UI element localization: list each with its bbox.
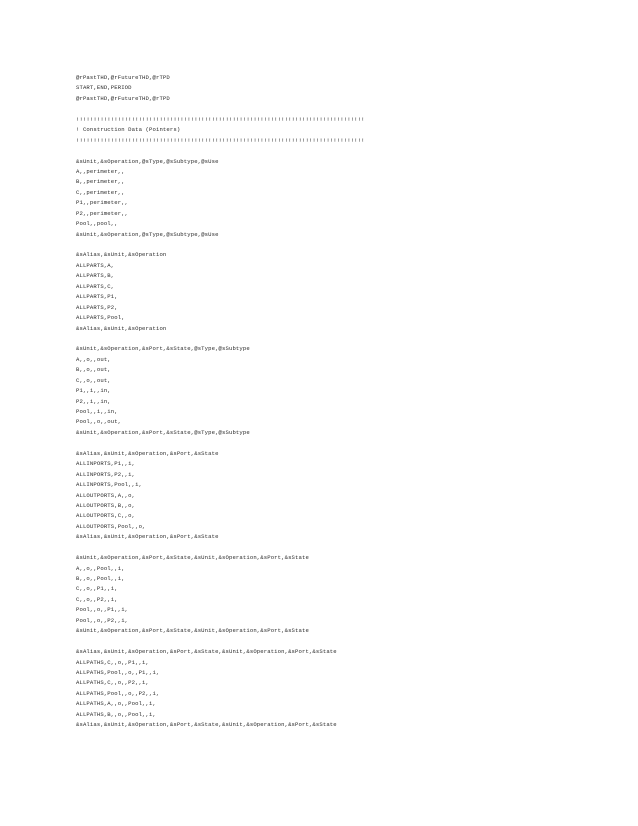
text-line: A,,o,,out, — [76, 355, 111, 363]
text-line: ALLPATHS,A,,o,,Pool,,i, — [76, 700, 156, 708]
text-line: ALLPATHS,C,,o,,P2,,i, — [76, 679, 150, 687]
text-line: !!!!!!!!!!!!!!!!!!!!!!!!!!!!!!!!!!!!!!!!!!!!!!!!!!!!!!!!!!!!!!!!!!!!!!!!!!!!!!!!!!! — [76, 115, 365, 123]
blank-line — [76, 146, 616, 156]
blank-line — [76, 637, 616, 647]
blank-line — [76, 334, 616, 344]
text-line: ALLPATHS,C,,o,,P1,,i, — [76, 658, 150, 666]
text-line: Pool,,o,,P1,,i, — [76, 606, 129, 614]
text-line: @rPastTHD,@rFutureTHD,@rTPD — [76, 74, 170, 81]
text-line: Pool,,i,,in, — [76, 408, 118, 415]
blank-line — [76, 240, 616, 250]
text-line: A,,o,,Pool,,i, — [76, 564, 125, 572]
text-line: ALLPARTS,P2, — [76, 303, 118, 311]
text-line: &sAlias,&sUnit,&sOperation — [76, 324, 167, 332]
text-line: ! Construction Data (Pointers) — [76, 126, 181, 134]
text-line: ALLPARTS,B, — [76, 272, 115, 280]
text-line: B,,o,,out, — [76, 366, 111, 374]
text-line: &sUnit,&sOperation,@sType,@sSubtype,@sUse — [76, 230, 219, 238]
text-line: &sAlias,&sUnit,&sOperation,&sPort,&sState — [76, 449, 219, 457]
text-line: &sAlias,&sUnit,&sOperation — [76, 251, 167, 259]
text-line: P1,,i,,in, — [76, 387, 111, 395]
text-line: &sUnit,&sOperation,&sPort,&sState,@sType,@sSubtype — [76, 345, 250, 353]
blank-line — [76, 543, 616, 553]
blank-line — [76, 104, 616, 114]
text-line: ALLPATHS,B,,o,,Pool,,i, — [76, 710, 156, 718]
text-line: ALLOUTPORTS,B,,o, — [76, 501, 136, 509]
text-line: C,,o,,out, — [76, 376, 111, 384]
text-line: Pool,,o,,P2,,i, — [76, 616, 129, 624]
text-line: START,END,PERIOD — [76, 84, 132, 92]
text-line: &sAlias,&sUnit,&sOperation,&sPort,&sState — [76, 533, 219, 541]
text-line: ALLINPORTS,Pool,,i, — [76, 481, 143, 489]
text-line: B,,perimeter,, — [76, 178, 125, 186]
text-line: &sUnit,&sOperation,&sPort,&sState,@sType,@sSubtype — [76, 428, 250, 436]
blank-line — [76, 438, 616, 448]
text-line: ALLPATHS,Pool,,o,,P1,,i, — [76, 668, 160, 676]
text-line: C,,perimeter,, — [76, 188, 125, 196]
text-line: ALLINPORTS,P1,,i, — [76, 460, 136, 468]
text-line: @rPastTHD,@rFutureTHD,@rTPD — [76, 94, 170, 102]
text-line: !!!!!!!!!!!!!!!!!!!!!!!!!!!!!!!!!!!!!!!!!!!!!!!!!!!!!!!!!!!!!!!!!!!!!!!!!!!!!!!!!!! — [76, 136, 365, 144]
text-line: &sAlias,&sUnit,&sOperation,&sPort,&sState,&sUnit,&sOperation,&sPort,&sState — [76, 721, 337, 729]
text-line: C,,o,,P1,,i, — [76, 585, 118, 593]
text-line: ALLOUTPORTS,A,,o, — [76, 491, 136, 499]
text-line: A,,perimeter,, — [76, 167, 125, 175]
text-line: ALLPATHS,Pool,,o,,P2,,i, — [76, 689, 160, 697]
text-line: Pool,,o,,out, — [76, 418, 122, 426]
text-line: ALLOUTPORTS,Pool,,o, — [76, 522, 146, 530]
text-line: C,,o,,P2,,i, — [76, 595, 118, 603]
text-line: P2,,perimeter,, — [76, 209, 129, 217]
text-line: P2,,i,,in, — [76, 397, 111, 405]
text-line: ALLOUTPORTS,C,,o, — [76, 512, 136, 520]
text-line: &sUnit,&sOperation,&sPort,&sState,&sUnit,&sOperation,&sPort,&sState — [76, 627, 309, 635]
text-line: ALLPARTS,P1, — [76, 293, 118, 301]
text-line: &sUnit,&sOperation,@sType,@sSubtype,@sUse — [76, 157, 219, 165]
text-line: ALLPARTS,A, — [76, 261, 115, 269]
text-line: P1,,perimeter,, — [76, 199, 129, 207]
text-line: ALLPARTS,C, — [76, 282, 115, 290]
document-page — [76, 73, 616, 731]
text-line: ALLINPORTS,P2,,i, — [76, 470, 136, 478]
text-line: Pool,,pool,, — [76, 220, 118, 228]
text-line: &sAlias,&sUnit,&sOperation,&sPort,&sState,&sUnit,&sOperation,&sPort,&sState — [76, 648, 337, 656]
text-line: ALLPARTS,Pool, — [76, 314, 125, 322]
text-line: B,,o,,Pool,,i, — [76, 575, 125, 582]
text-line: &sUnit,&sOperation,&sPort,&sState,&sUnit,&sOperation,&sPort,&sState — [76, 554, 309, 562]
